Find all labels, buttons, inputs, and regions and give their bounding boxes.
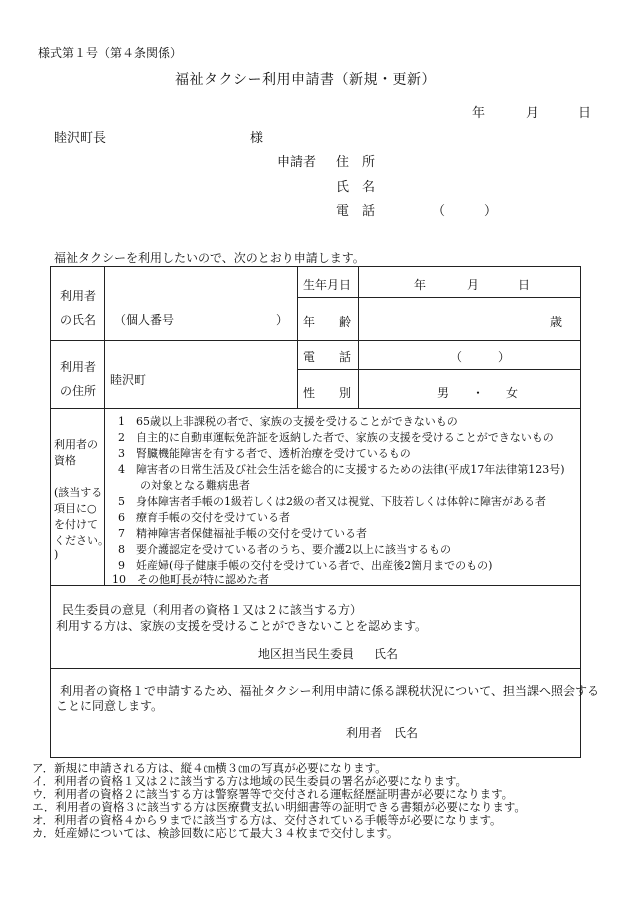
intro-text: 福祉タクシーを利用したいので、次のとおり申請します。	[54, 251, 365, 265]
commissioner-signer: 地区担当民生委員	[258, 647, 355, 661]
age-label: 年 齢	[303, 315, 352, 329]
rule-qual-label-col	[104, 408, 105, 585]
qualification-item: 4 障害者の日常生活及び社会生活を総合的に支援するための法律(平成17年法律第123号)	[118, 463, 565, 476]
commissioner-statement: 利用する方は、家族の支援を受けることができないことを認めます。	[56, 619, 428, 633]
qualification-item: 7 精神障害者保健福祉手帳の交付を受けている者	[118, 527, 367, 540]
qualification-hint-2: 項目に○	[54, 502, 97, 515]
qualification-item: 5 身体障害者手帳の1級若しくは2級の者又は視覚、下肢若しくは体幹に障害がある者	[118, 495, 546, 508]
rule-phone-sex	[297, 369, 581, 370]
qualification-item: 2 自主的に自動車運転免許証を返納した者で、家族の支援を受けることができないもの	[118, 431, 554, 444]
user-name-label-1: 利用者	[60, 289, 97, 303]
rule-birth-age	[297, 297, 581, 298]
form-label: 様式第１号（第４条関係）	[38, 46, 183, 60]
rule-value-col	[358, 266, 359, 408]
individual-number-close: ）	[276, 313, 289, 327]
date-year-label: 年	[472, 106, 486, 121]
rule-name-address	[50, 340, 581, 341]
user-address-value: 睦沢町	[110, 373, 147, 387]
consent-text-line1: 利用者の資格１で申請するため、福祉タクシー利用申請に係る課税状況について、担当課へ照会する	[60, 684, 600, 698]
page-title: 福祉タクシー利用申請書（新規・更新）	[175, 72, 436, 88]
date-day-label: 日	[578, 106, 592, 121]
rule-address-qual	[50, 408, 581, 409]
qualification-label-1: 利用者の	[54, 438, 98, 451]
note-item: ア．新規に申請される方は、縦４㎝横３㎝の写真が必要になります。	[32, 761, 387, 775]
age-unit: 歳	[550, 315, 563, 329]
qualification-item: 10 その他町長が特に認めた者	[112, 573, 269, 586]
sex-female-option: 女	[506, 386, 519, 400]
rule-mid-col	[297, 266, 298, 408]
note-item: イ．利用者の資格１又は２に該当する方は地域の民生委員の署名が必要になります。	[32, 774, 468, 788]
rule-commissioner-consent	[50, 668, 581, 669]
note-item: オ．利用者の資格４から９までに該当する方は、交付されている手帳等が必要になります。	[32, 813, 502, 827]
applicant-phone-paren: （ ）	[432, 204, 498, 219]
qualification-hint-4: ください。	[54, 534, 109, 547]
qualification-item: 3 腎臓機能障害を有する者で、透析治療を受けているもの	[118, 447, 411, 460]
qualification-hint-1: (該当する	[54, 486, 103, 499]
date-month-label: 月	[526, 106, 540, 121]
note-item: ウ．利用者の資格２に該当する方は警察署等で交付される運転経歴証明書が必要になります。	[32, 787, 514, 801]
individual-number-label: （個人番号	[114, 313, 175, 327]
qualification-item: 9 妊産婦(母子健康手帳の交付を受けている者で、出産後2箇月までのもの)	[118, 559, 493, 572]
user-name-label-2: の氏名	[60, 313, 97, 327]
birth-label: 生年月日	[303, 278, 352, 292]
sex-label: 性 別	[303, 386, 352, 400]
qualification-item: 6 療育手帳の交付を受けている者	[118, 511, 290, 524]
applicant-address-label: 住 所	[336, 155, 376, 170]
qualification-label-2: 資格	[54, 454, 76, 467]
consent-text-line2: ことに同意します。	[56, 699, 164, 713]
qualification-hint-5: )	[54, 548, 59, 561]
note-item: カ．妊産婦については、検診回数に応じて最大３４枚まで交付します。	[32, 826, 399, 840]
birth-month-label: 月	[467, 278, 480, 292]
note-item: エ．利用者の資格３に該当する方は医療費支払い明細書等の証明できる書類が必要になります。	[32, 800, 526, 814]
birth-day-label: 日	[518, 278, 531, 292]
rule-label-col	[104, 266, 105, 408]
birth-year-label: 年	[414, 278, 427, 292]
user-phone-label: 電 話	[303, 350, 352, 364]
user-phone-paren: （ ）	[450, 350, 511, 364]
sex-separator: ・	[472, 386, 485, 400]
qualification-hint-3: を付けて	[54, 518, 98, 531]
sex-male-option: 男	[437, 386, 450, 400]
consent-signer-name: 氏名	[394, 726, 419, 740]
applicant-name-label: 氏 名	[336, 180, 376, 195]
addressee-honorific: 様	[250, 131, 264, 146]
applicant-label: 申請者	[277, 155, 317, 170]
qualification-item: の対象となる難病患者	[118, 479, 250, 492]
commissioner-heading: 民生委員の意見（利用者の資格１又は２に該当する方）	[62, 603, 363, 617]
qualification-item: 8 要介護認定を受けている者のうち、要介護2以上に該当するもの	[118, 543, 451, 556]
consent-signer: 利用者	[346, 726, 383, 740]
commissioner-signer-name: 氏名	[374, 647, 399, 661]
user-address-label-1: 利用者	[60, 360, 97, 374]
applicant-phone-label: 電 話	[336, 204, 376, 219]
qualification-item: 1 65歳以上非課税の者で、家族の支援を受けることができないもの	[118, 415, 458, 428]
addressee-name: 睦沢町長	[54, 131, 107, 146]
user-address-label-2: の住所	[60, 384, 97, 398]
